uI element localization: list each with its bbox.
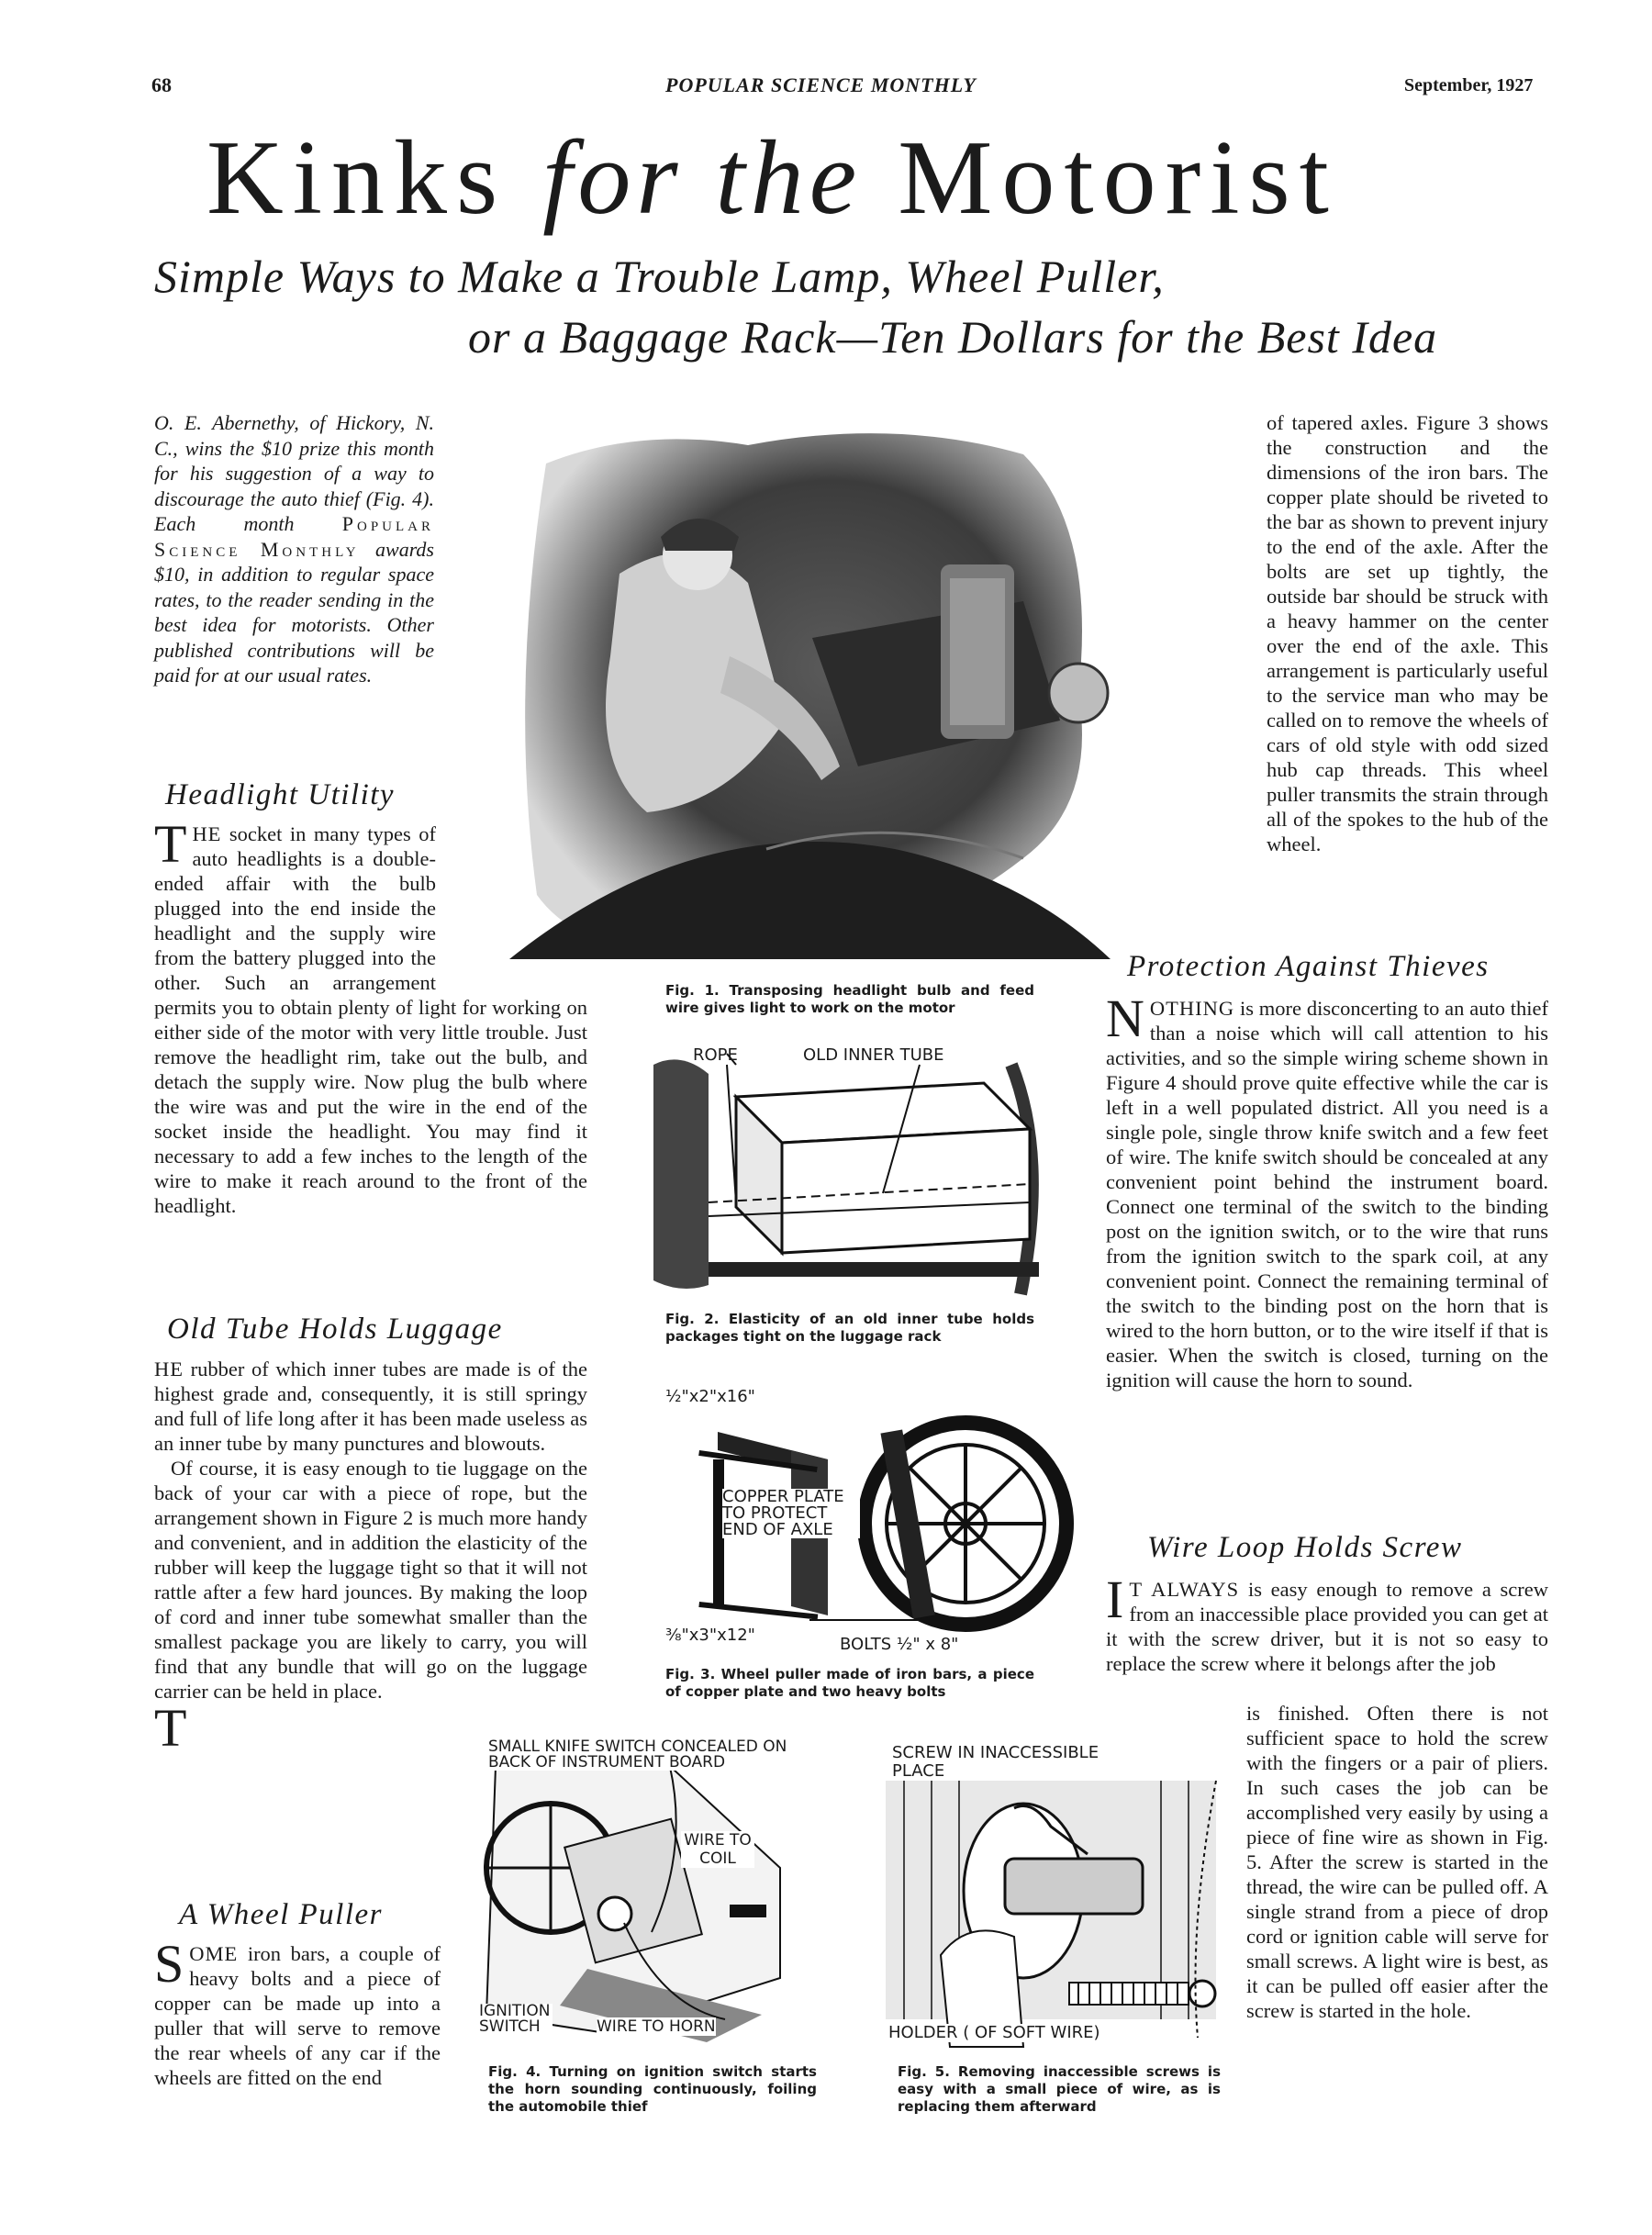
- subtitle-line-1: Simple Ways to Make a Trouble Lamp, Wheel Puller,: [154, 251, 1165, 302]
- subtitle-line-2: or a Baggage Rack—Ten Dollars for the Best Idea: [468, 311, 1438, 363]
- figure-3-caption: Fig. 3. Wheel puller made of iron bars, a piece of copper plate and two heavy bolts: [665, 1666, 1034, 1700]
- figure-1-caption: Fig. 1. Transposing headlight bulb and feed wire gives light to work on the motor: [665, 982, 1034, 1016]
- lead-screw: T ALWAYS: [1129, 1578, 1240, 1601]
- lead-thieves: OTHING: [1149, 997, 1235, 1020]
- figure-5-screw-holder-diagram: [886, 1744, 1234, 2051]
- figure-2-label-rope: ROPE: [693, 1045, 738, 1065]
- intro-note: [154, 410, 434, 688]
- lead-headlight: HE: [192, 822, 222, 845]
- heading-headlight-utility: Headlight Utility: [165, 778, 396, 811]
- intro-magazine-name: Popular Science Monthly: [154, 512, 435, 561]
- heading-wheel-puller: A Wheel Puller: [179, 1898, 383, 1931]
- paragraph-tube-1: rubber of which inner tubes are made is of the highest grade and, consequently, it is still springy and full of life long after it has been made useless as an inner tube by many punctures and blowouts.: [154, 1358, 587, 1455]
- dropcap-screw: I: [1106, 1570, 1124, 1629]
- page-title: [206, 117, 1338, 240]
- intro-text-2: awards $10, in addition to regular space rates, to the reader sending in the best idea for motorists. Other published contributions will be paid for at our usual rates.: [154, 537, 434, 687]
- dropcap-tube: T: [154, 1698, 187, 1758]
- figure-1-mechanic-illustration: [509, 418, 1111, 964]
- figure-3-label-bolts: BOLTS ½" x 8": [840, 1635, 959, 1654]
- figure-5-label-holder: HOLDER ( OF SOFT WIRE): [888, 2023, 1100, 2042]
- figure-2-caption: Fig. 2. Elasticity of an old inner tube holds packages tight on the luggage rack: [665, 1311, 1034, 1345]
- figure-3-label-bar-1: ½"x2"x16": [665, 1387, 755, 1406]
- title-part-3: Motorist: [898, 119, 1338, 237]
- figure-4-label-wire-to-horn: WIRE TO HORN: [597, 2017, 716, 2036]
- figure-4-label-wire-to-coil: WIRE TO COIL: [681, 1831, 754, 1868]
- figure-5-caption: Fig. 5. Removing inaccessible screws is easy with a small piece of wire, as is replacing them afterward: [898, 2063, 1221, 2115]
- heading-old-tube: Old Tube Holds Luggage: [167, 1313, 503, 1346]
- figure-2-luggage-rack-diagram: [653, 1046, 1048, 1299]
- dropcap-puller: S: [154, 1934, 184, 1994]
- figure-3-label-bar-2: ⅜"x3"x12": [665, 1626, 755, 1645]
- figure-2-label-inner-tube: OLD INNER TUBE: [803, 1045, 944, 1065]
- heading-wire-loop: Wire Loop Holds Screw: [1147, 1531, 1463, 1564]
- paragraph-tube-2: Of course, it is easy enough to tie luggage on the back of your car with a piece of rope, but the arrangement shown in Figure 2 is much more handy and convenient, and in addition the elasticity of the rubber will keep the luggage tight so that it will not rattle after a few hard jounces. By making the loop of cord and inner tube somewhat smaller than the smallest package you are likely to carry, you will find that any bundle that will go on the luggage carrier can be held in place.: [154, 1457, 587, 1703]
- running-header-magazine: POPULAR SCIENCE MONTHLY: [665, 73, 977, 96]
- lead-tube: HE: [154, 1358, 184, 1380]
- figure-4-label-ignition-switch: IGNITION SWITCH: [479, 2004, 553, 2035]
- article-screw-continued: [1246, 1701, 1548, 2023]
- paragraph-puller: iron bars, a couple of heavy bolts and a piece of copper can be made up into a puller that will serve to remove the rear wheels of any car if the wheels are fitted on the end: [154, 1942, 441, 2089]
- dropcap-headlight: T: [154, 814, 187, 874]
- article-puller-continued: [1106, 410, 1548, 856]
- page-number: 68: [151, 73, 172, 96]
- article-puller: [154, 1934, 441, 2090]
- figure-4-caption: Fig. 4. Turning on ignition switch starts the horn sounding continuously, foiling the automobile thief: [488, 2063, 817, 2115]
- paragraph-screw-b: is finished. Often there is not sufficient space to hold the screw with the fingers or a pair of pliers. In such cases the job can be accomplished very easily by using a piece of fine wire as shown in Fig. 5. After the screw is started in the thread, the wire can be pulled off. A single strand from a piece of drop cord or ignition cable will serve for small screws. A light wire is best, as it can be pulled off easier after the screw is started in the hole.: [1246, 1702, 1548, 2022]
- heading-protection-thieves: Protection Against Thieves: [1127, 950, 1490, 983]
- dropcap-thieves: N: [1106, 989, 1144, 1048]
- title-part-1: Kinks: [206, 119, 508, 237]
- figure-5-label-screw: SCREW IN INACCESSIBLE PLACE: [892, 1744, 1149, 1781]
- paragraph-headlight: socket in many types of auto headlights is a double-ended affair with the bulb plugged into the end inside the headlight and the supply wire from the battery plugged into the other. Such an arrangement permits you to obtain plenty of light for working on either side of the motor with very little trouble. Just remove the headlight rim, take out the bulb, and detach the supply wire. Now plug the bulb where the wire was and put the wire in the end of the socket inside the headlight. You may find it necessary to add a few inches to the length of the wire to make it reach around to the front of the headlight.: [154, 822, 587, 1217]
- running-header-date: September, 1927: [1404, 75, 1534, 95]
- article-thieves: [1106, 989, 1548, 1392]
- paragraph-puller-continued: of tapered axles. Figure 3 shows the construction and the dimensions of the iron bars. The copper plate should be riveted to the bar as shown to prevent injury to the end of the axle. After the bolts are set up tightly, the outside bar should be struck with a heavy hammer on the center over the end of the axle. This arrangement is particularly useful to the service man who may be called on to remove the wheels of cars of old style with odd sized hub cap threads. This wheel puller transmits the strain through all of the spokes to the hub of the wheel.: [1267, 411, 1548, 855]
- paragraph-screw-a: is easy enough to remove a screw from an inaccessible place provided you can get at it with the screw driver, but it is not so easy to replace the screw where it belongs after the job: [1106, 1578, 1549, 1675]
- title-part-2: for the: [542, 119, 863, 237]
- figure-4-label-knife-switch: SMALL KNIFE SWITCH CONCEALED ON BACK OF INSTRUMENT BOARD: [488, 1739, 796, 1771]
- figure-3-label-copper-plate: COPPER PLATE TO PROTECT END OF AXLE: [722, 1489, 860, 1538]
- article-screw: [1106, 1570, 1549, 1676]
- image-wrap-spacer: [1106, 410, 1267, 849]
- paragraph-thieves: is more disconcerting to an auto thief than a noise which will call attention to his activities, and so the simple wiring scheme shown in Figure 4 should prove quite effective while the car is left in a well populated district. All you need is a single pole, single throw knife switch and a few feet of wire. The knife switch should be concealed at any convenient point behind the instrument board. Connect one terminal of the switch to the binding post on the ignition switch, or to the wire that runs from the ignition switch to the spark coil, at any convenient point. Connect the remaining terminal of the switch to the binding post on the horn that is wired to the horn button, or to the wire itself if that is easier. When the switch is closed, turning on the ignition will cause the horn to sound.: [1106, 997, 1548, 1391]
- intro-text-1: O. E. Abernethy, of Hickory, N. C., wins the $10 prize this month for his suggestion of a way to discourage the auto thief (Fig. 4). Each month: [154, 411, 434, 535]
- lead-puller: OME: [189, 1942, 239, 1965]
